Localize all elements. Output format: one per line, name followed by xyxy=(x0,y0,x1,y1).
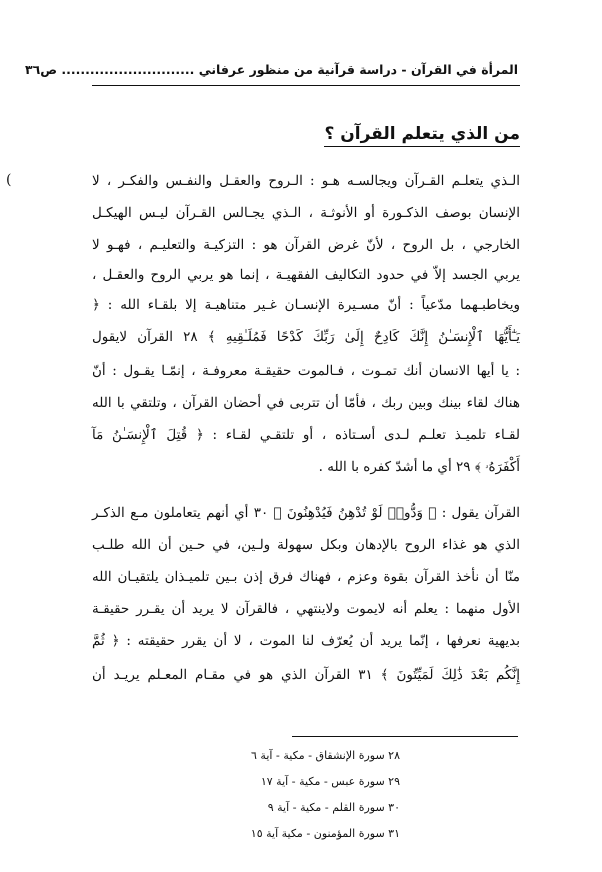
body-line: القرآن يقول : ﴿ وَدُّوا۟ لَوْ تُدْهِنُ فَيُدْهِنُونَ ﴾ ٣٠ أي أنهم يتعاملون مـع الذكـر xyxy=(92,505,521,521)
footnote-rule xyxy=(292,736,518,737)
body-line: يَـٰٓأَيُّهَا ٱلْإِنسَـٰنُ إِنَّكَ كَادِحٌ إِلَىٰ رَبِّكَ كَدْحًا فَمُلَـٰقِيهِ ﴾ ٢٨ القرآن لايقول xyxy=(92,329,520,345)
header-rule xyxy=(92,85,520,86)
footnote: ٣١ سورة المؤمنون - مكية آية ١٥ xyxy=(250,827,400,840)
margin-mark: ( xyxy=(6,172,12,188)
footnote: ٣٠ سورة القلم - مكية - آية ٩ xyxy=(267,801,400,814)
body-line: أَكْفَرَهُۥ ﴾ ٢٩ أي ما أشدّ كفره با الله . xyxy=(318,459,520,475)
body-line: منّا أن نأخذ القرآن بقوة وعزم ، فهناك فرق إذن بـين تلميـذان يلتقيـان الله xyxy=(92,569,520,585)
footnote: ٢٩ سورة عبس - مكية - آية ١٧ xyxy=(260,775,400,788)
section-heading: من الذي يتعلم القرآن ؟ xyxy=(324,124,520,147)
body-line: لقـاء تلميـذ تعلـم لـدى أسـتاذه ، أو تلتقـي لقـاء : ﴿ قُتِلَ ٱلْإِنسَـٰنُ مَآ xyxy=(92,427,520,443)
body-line: ويخاطبـهما مدّعياً : أنّ مسـيرة الإنسـان غـير متناهيـة إلا بلقـاء الله : ﴿ xyxy=(92,297,520,313)
body-line: إِنَّكُم بَعْدَ ذَٰلِكَ لَمَيِّتُونَ ﴾ ٣١ القرآن الذي هو في مقـام المعـلم يريـد أن xyxy=(92,667,520,683)
body-line: الذي هو غذاء الروح بالإدهان وبكل سهولة ولـين، في حـين أن الله طلـب xyxy=(92,537,520,553)
footnote: ٢٨ سورة الإنشقاق - مكية - آية ٦ xyxy=(251,749,400,762)
body-line: الخارجي ، بل الروح ، لأنّ غرض القرآن هو : التزكيـة والتعليـم ، فهـو لا xyxy=(92,237,520,253)
body-line: هناك لقاء بينك وبين ربك ، فأمّا أن تتربى في أحضان القرآن ، وتلتقي با الله xyxy=(92,395,520,411)
running-header: المرأة في القرآن - دراسة قرآنية من منظور عرفاني ............................ ص٣٦ xyxy=(24,62,518,77)
body-line: : يا أيها الانسان أنك تمـوت ، فـالموت حقيقـة معروفـة ، إنمّـا يقـول : أنّ xyxy=(92,363,520,379)
body-line: بديهية نعرفها ، إنّما يريد أن يُعرّف لنا الموت ، لا أن يقرر حقيقته : ﴿ ثُمَّ xyxy=(92,633,520,649)
body-line: الإنسان بوصف الذكـورة أو الأنوثـة ، الـذي يجـالس القـرآن ليـس الهيكـل xyxy=(92,205,520,221)
body-line: يربي الجسد إلاّ في حدود التكاليف الفقهيـة ، إنما هو يربي الروح والعقـل ، xyxy=(92,267,520,283)
body-line: الأول منهما : يعلم أنه لايموت ولاينتهي ، فالقرآن لا يريد أن يقـرر حقيقـة xyxy=(92,601,520,617)
body-line: الـذي يتعلـم القـرآن ويجالسـه هـو : الـروح والعقـل والنفـس والفكـر ، لا xyxy=(92,173,520,189)
